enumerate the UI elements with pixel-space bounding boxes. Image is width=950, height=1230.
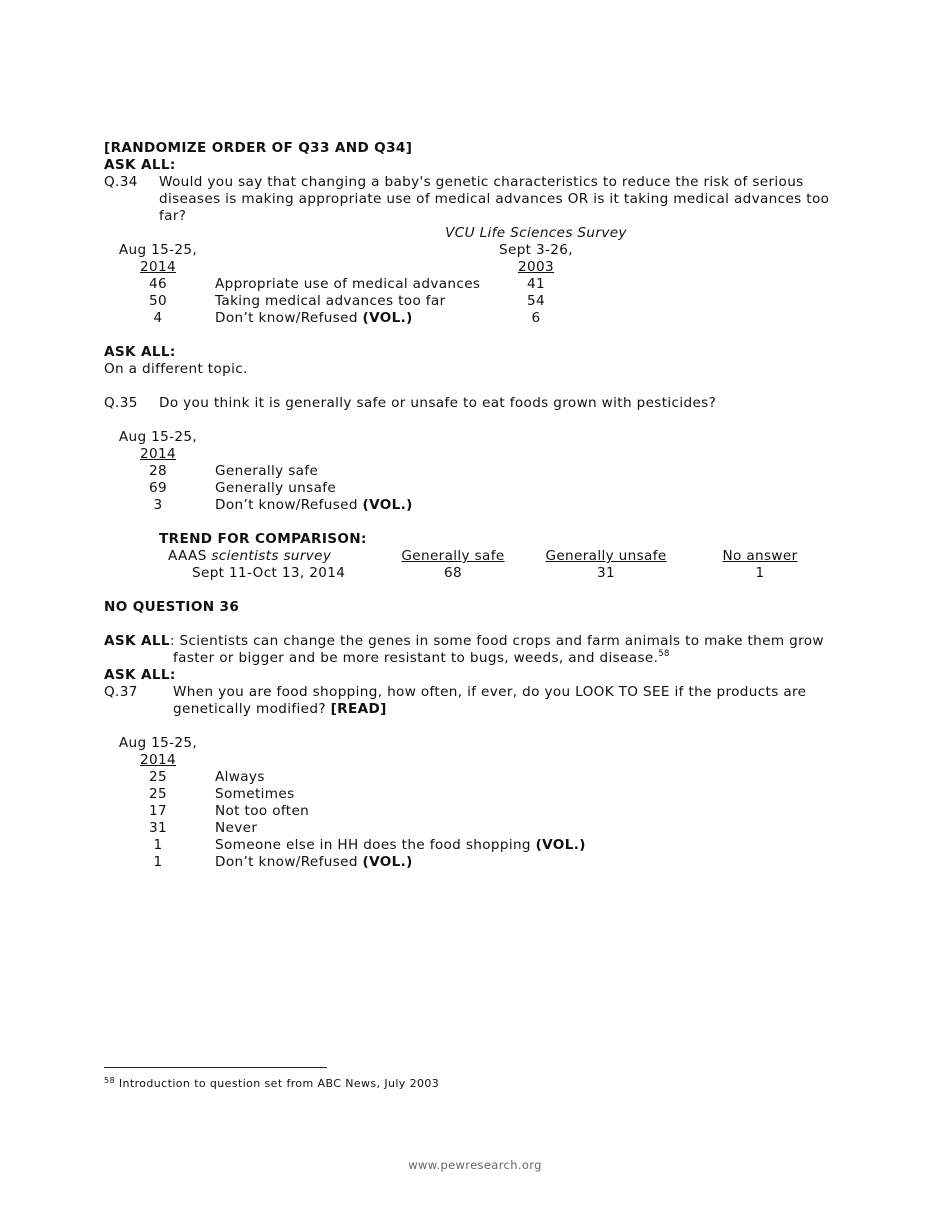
q37-value: 1 — [153, 837, 163, 853]
q37-response-label: Sometimes — [215, 786, 295, 802]
trend-header-no-answer: No answer — [722, 548, 798, 564]
q37-response-label: Not too often — [215, 803, 310, 819]
q34-value-2014: 4 — [153, 310, 163, 326]
q34-response-label: Don’t know/Refused — [215, 310, 363, 326]
trend-row-label: Sept 11-Oct 13, 2014 — [192, 565, 346, 581]
q34-response-label: Appropriate use of medical advances — [215, 276, 481, 292]
q34-survey-label: VCU Life Sciences Survey — [445, 225, 627, 241]
q34-value-2014: 50 — [149, 293, 167, 309]
q37-value: 17 — [149, 803, 167, 819]
q34-value-2014: 46 — [149, 276, 167, 292]
trend-survey-prefix: AAAS — [168, 548, 212, 564]
q34-col2-date: Sept 3-26, — [499, 242, 573, 258]
q34-ask-all: ASK ALL: — [104, 157, 176, 173]
q37-response-label: Never — [215, 820, 258, 836]
q37-response-label: Someone else in HH does the food shopping — [215, 837, 536, 853]
q37-value: 25 — [149, 786, 167, 802]
q37-col-year: 2014 — [140, 752, 176, 768]
q34-question-line3: far? — [159, 208, 187, 224]
website-url: www.pewresearch.org — [408, 1158, 542, 1172]
q35-col-year: 2014 — [140, 446, 176, 462]
q34-col1-year: 2014 — [140, 259, 176, 275]
footnote — [104, 1076, 439, 1090]
randomize-note: [RANDOMIZE ORDER OF Q33 AND Q34] — [104, 140, 413, 156]
q35-response-label: Generally safe — [215, 463, 319, 479]
topic-text: On a different topic. — [104, 361, 248, 377]
vol-tag: (VOL.) — [362, 310, 413, 326]
trend-survey-label — [168, 548, 331, 565]
q35-number: Q.35 — [104, 395, 138, 411]
q34-response-label: Taking medical advances too far — [215, 293, 446, 309]
trend-survey-italic: scientists survey — [211, 548, 332, 564]
q37-value: 25 — [149, 769, 167, 785]
q34-value-2003: 6 — [531, 310, 541, 326]
trend-header-safe: Generally safe — [401, 548, 505, 564]
trend-value-safe: 68 — [444, 565, 462, 581]
intro-text-line1: : Scientists can change the genes in some food crops and farm animals to make them grow — [169, 633, 824, 649]
q35-value: 69 — [149, 480, 167, 496]
q37-number: Q.37 — [104, 684, 138, 700]
q35-response-label: Generally unsafe — [215, 480, 337, 496]
q35-value: 28 — [149, 463, 167, 479]
q37-question-line2: genetically modified? — [173, 701, 331, 717]
q34-col1-date: Aug 15-25, — [118, 242, 198, 258]
trend-value-no-answer: 1 — [755, 565, 765, 581]
footnote-number: 58 — [104, 1076, 115, 1085]
q34-col2-year: 2003 — [518, 259, 554, 275]
read-tag: [READ] — [330, 701, 387, 717]
q34-question-line1: Would you say that changing a baby's genetic characteristics to reduce the risk of serious — [159, 174, 804, 190]
footnote-ref: 58 — [658, 649, 670, 659]
q37-question-line1: When you are food shopping, how often, if ever, do you LOOK TO SEE if the products are — [173, 684, 807, 700]
q35-question: Do you think it is generally safe or unsafe to eat foods grown with pesticides? — [159, 395, 717, 411]
q37-ask-all: ASK ALL: — [104, 667, 176, 683]
q35-value: 3 — [153, 497, 163, 513]
no-question-36: NO QUESTION 36 — [104, 599, 240, 615]
intro-ask-all: ASK ALL — [104, 633, 170, 649]
vol-tag: (VOL.) — [535, 837, 586, 853]
footnote-text: Introduction to question set from ABC News, July 2003 — [114, 1077, 440, 1090]
q37-response-label: Don’t know/Refused — [215, 854, 363, 870]
topic-ask-all: ASK ALL: — [104, 344, 176, 360]
trend-value-unsafe: 31 — [597, 565, 615, 581]
vol-tag: (VOL.) — [362, 854, 413, 870]
q34-question-line2: diseases is making appropriate use of medical advances OR is it taking medical advances too — [159, 191, 830, 207]
footnote-divider — [104, 1067, 327, 1068]
vol-tag: (VOL.) — [362, 497, 413, 513]
q37-col-date: Aug 15-25, — [118, 735, 198, 751]
trend-header-unsafe: Generally unsafe — [545, 548, 667, 564]
q35-response-label: Don’t know/Refused — [215, 497, 363, 513]
q35-col-date: Aug 15-25, — [118, 429, 198, 445]
intro-text-line2: faster or bigger and be more resistant to bugs, weeds, and disease. — [173, 650, 659, 666]
q34-value-2003: 54 — [527, 293, 545, 309]
q37-response-label: Always — [215, 769, 265, 785]
q34-value-2003: 41 — [527, 276, 545, 292]
q37-value: 31 — [149, 820, 167, 836]
q34-number: Q.34 — [104, 174, 138, 190]
trend-title: TREND FOR COMPARISON: — [159, 531, 367, 547]
q37-value: 1 — [153, 854, 163, 870]
